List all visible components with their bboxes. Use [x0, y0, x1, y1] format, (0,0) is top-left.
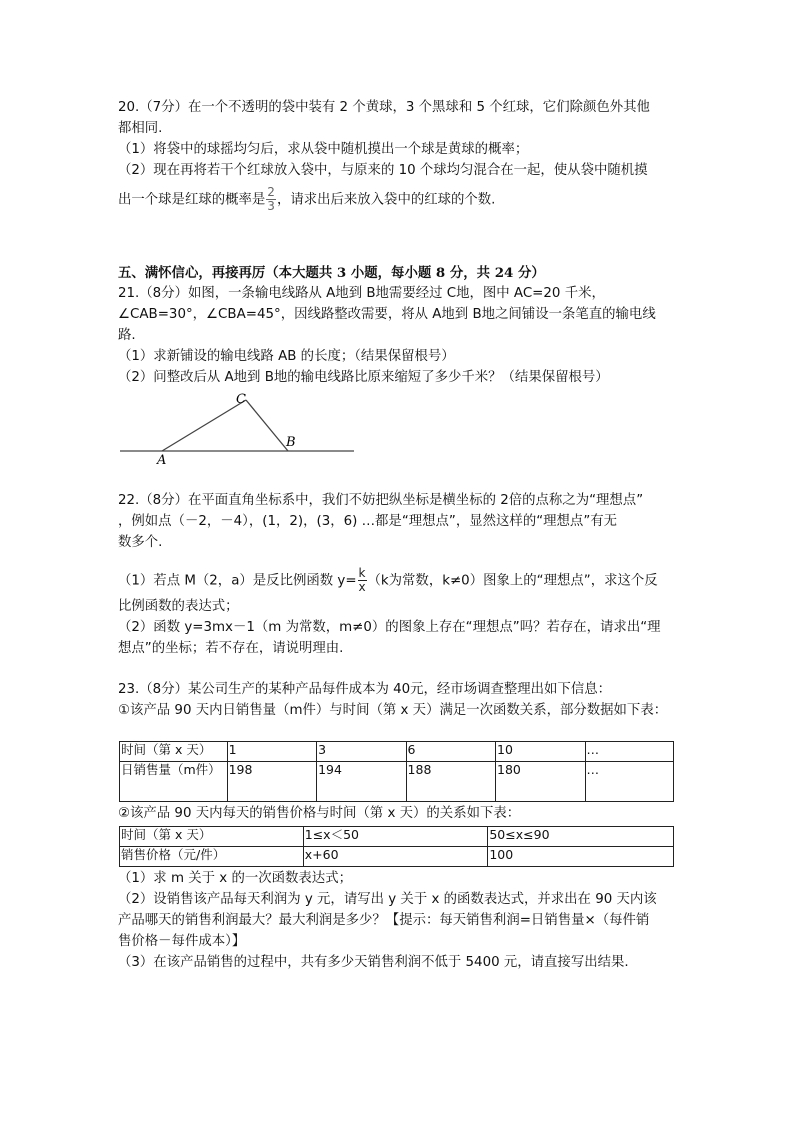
table2-header-cell: 时间（第 x 天）	[120, 827, 304, 847]
q20-line-1: 20.（7分）在一个不透明的袋中装有 2 个黄球，3 个黑球和 5 个红球，它们除颜色外其他	[118, 100, 650, 115]
table1-row-cell: 198	[227, 762, 316, 802]
point-a-label: A	[157, 453, 167, 465]
q20-line-5	[118, 186, 495, 213]
table1-row-cell: 194	[317, 762, 406, 802]
q23-line-7: 售价格－每件成本）】	[118, 934, 246, 949]
segment-ac	[162, 400, 246, 451]
table1-header-cell: 10	[496, 742, 585, 762]
table2-row-cell: 100	[488, 847, 674, 867]
table1-header-cell: 时间（第 x 天）	[120, 742, 228, 762]
q21-part-1: （1）求新铺设的输电线路 AB 的长度；（结果保留根号）	[118, 349, 455, 364]
probability-fraction	[266, 186, 276, 213]
q22-line-2: ，例如点（－2，－4），(1，2)，(3，6) …都是“理想点”，显然这样的“理想点”有无	[118, 514, 618, 529]
table1-row-cell: …	[585, 762, 673, 802]
q21-part-2: （2）问整改后从 A地到 B地的输电线路比原来缩短了多少千米？（结果保留根号）	[118, 370, 609, 385]
table1-row-cell: 180	[496, 762, 585, 802]
q21-line-3: 路.	[118, 328, 136, 343]
q20-line-2: 都相同.	[118, 121, 163, 136]
inverse-function-fraction	[358, 567, 367, 594]
segment-cb	[246, 400, 288, 451]
q21-line-2: ∠CAB=30°，∠CBA=45°，因线路整改需要，将从 A地到 B地之间铺设一条笔直的输电线	[118, 307, 656, 322]
q22-part-1-end: （k为常数，k≠0）图象上的“理想点”，求这个反	[367, 573, 658, 589]
section-five-heading: 五、满怀信心，再接再厉（本大题共 3 小题，每小题 8 分，共 24 分）	[118, 265, 545, 281]
fraction-numerator: 2	[267, 185, 275, 199]
point-c-label: C	[236, 392, 246, 407]
q22-line-3: 数多个.	[118, 535, 163, 550]
q22-line-7: 想点”的坐标；若不存在，请说明理由.	[118, 641, 344, 656]
q23-part-2: （2）设销售该产品每天利润为 y 元，请写出 y 关于 x 的函数表达式，并求出在 90 天内该	[118, 892, 657, 907]
table1-row-cell: 188	[406, 762, 495, 802]
q23-line-6: 产品哪天的销售利润最大？最大利润是多少？【提示：每天销售利润=日销售量×（每件销	[118, 913, 650, 928]
q23-info-1: ①该产品 90 天内日销售量（m件）与时间（第 x 天）满足一次函数关系，部分数据如下表：	[118, 703, 668, 718]
table1-header-cell: 6	[406, 742, 495, 762]
q20-line-5-end: ，请求出后来放入袋中的红球的个数.	[276, 192, 496, 208]
table1-header-cell: …	[585, 742, 673, 762]
table2-row-cell: 销售价格（元/件）	[120, 847, 304, 867]
table1-header-cell: 3	[317, 742, 406, 762]
table2-row-cell: x+60	[303, 847, 488, 867]
q23-line-1: 23.（8分）某公司生产的某种产品每件成本为 40元，经市场调查整理出如下信息：	[118, 682, 611, 697]
table1-row-cell: 日销售量（m件）	[120, 762, 228, 802]
q22-part-2: （2）函数 y=3mx－1（m 为常数，m≠0）的图象上存在“理想点”吗？若存在，请求出“理	[118, 620, 661, 635]
q23-part-3: （3）在该产品销售的过程中，共有多少天销售利润不低于 5400 元，请直接写出结果.	[118, 955, 629, 970]
power-line-figure	[118, 390, 358, 465]
table2-header-cell: 1≤x＜50	[303, 827, 488, 847]
point-b-label: B	[286, 435, 296, 450]
fraction-denominator: x	[358, 580, 366, 594]
q22-part-1	[118, 567, 658, 594]
q22-part-1-start: （1）若点 M（2，a）是反比例函数 y=	[118, 573, 357, 589]
q23-info-2: ②该产品 90 天内每天的销售价格与时间（第 x 天）的关系如下表：	[118, 806, 521, 821]
q20-part-2: （2）现在再将若干个红球放入袋中，与原来的 10 个球均匀混合在一起，使从袋中随机摸	[118, 163, 648, 178]
q23-part-1: （1）求 m 关于 x 的一次函数表达式；	[118, 871, 352, 886]
table1-header-cell: 1	[227, 742, 316, 762]
table2-header-cell: 50≤x≤90	[488, 827, 674, 847]
q20-line-5-start: 出一个球是红球的概率是	[118, 192, 266, 208]
sales-volume-table	[119, 741, 674, 802]
fraction-denominator: 3	[267, 199, 275, 213]
q21-line-1: 21.（8分）如图，一条输电线路从 A地到 B地需要经过 C地，图中 AC=20 千米，	[118, 286, 605, 301]
fraction-numerator: k	[358, 566, 366, 580]
q22-line-5: 比例函数的表达式；	[118, 599, 239, 614]
sales-price-table	[119, 826, 674, 867]
q22-line-1: 22.（8分）在平面直角坐标系中，我们不妨把纵坐标是横坐标的 2倍的点称之为“理想点”	[118, 493, 644, 508]
q20-part-1: （1）将袋中的球摇均匀后，求从袋中随机摸出一个球是黄球的概率；	[118, 142, 529, 157]
